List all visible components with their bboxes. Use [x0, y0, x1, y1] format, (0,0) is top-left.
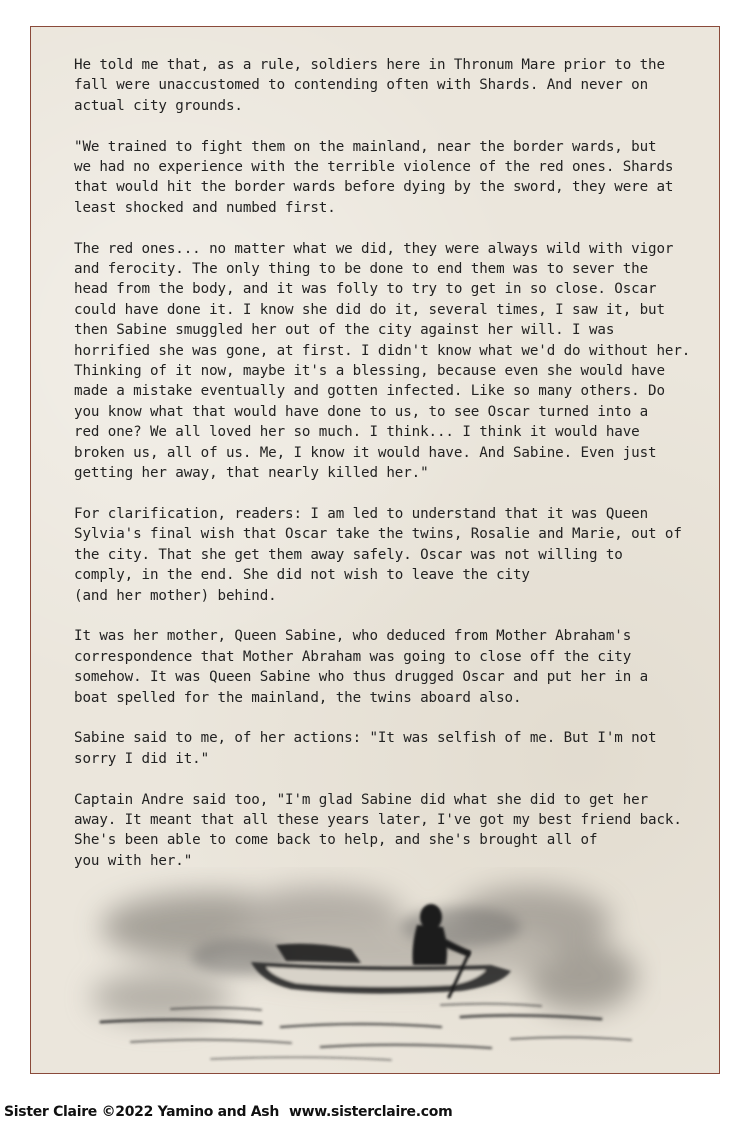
paragraph-4: For clarification, readers: I am led to understand that it was Queen Sylvia's final wish that Oscar take the twins, Rosalie and Marie, out of the city. That she get them away safely. Oscar was not willing to comply, in the end. She did not wish to leave the city (and her mother) behind.: [74, 505, 682, 604]
paragraph-6: Sabine said to me, of her actions: "It was selfish of me. But I'm not sorry I did it.": [74, 730, 657, 767]
footer-credit: [4, 1104, 452, 1120]
ink-wash-clouds: [91, 887, 636, 1022]
paragraph-2: "We trained to fight them on the mainland, near the border wards, but we had no experience with the terrible violence of the red ones. Shards that would hit the border wards before dying by the sword, they were at least shocked and numbed first.: [74, 138, 674, 216]
paragraph-3: The red ones... no matter what we did, they were always wild with vigor and ferocity. The only thing to be done to end them was to sever the head from the body, and it was folly to try to get in so close. Oscar could have done it. I know she did do it, several times, I saw it, but then Sabine smuggled her out of the city against her will. I was horrified she was gone, at first. I didn't know what we'd do without her. Thinking of it now, maybe it's a blessing, because even she would have made a mistake eventually and gotten infected. Like so many others. Do you know what that would have done to us, to see Oscar turned into a red one? We all loved her so much. I think... I think it would have broken us, all of us. Me, I know it would have. And Sabine. Even just getting her away, that nearly killed her.": [74, 240, 691, 482]
paragraph-7: Captain Andre said too, "I'm glad Sabine did what she did to get her away. It meant that all these years later, I've got my best friend back. She's been able to come back to help, and she's brought all of you with her.": [74, 791, 682, 869]
copyright-text: Sister Claire ©2022 Yamino and Ash: [4, 1104, 280, 1120]
website-link[interactable]: www.sisterclaire.com: [289, 1104, 453, 1120]
paragraph-5: It was her mother, Queen Sabine, who deduced from Mother Abraham's correspondence that Mother Abraham was going to close off the city somehow. It was Queen Sabine who thus drugged Oscar and put her in a boat spelled for the mainland, the twins aboard also.: [74, 628, 649, 706]
paragraph-1: He told me that, as a rule, soldiers here in Thronum Mare prior to the fall were unaccustomed to contending often with Shards. And never on actual city grounds.: [74, 57, 665, 114]
rowboat-illustration: [61, 867, 661, 1067]
story-page: [30, 26, 720, 1074]
story-text: [74, 55, 694, 892]
